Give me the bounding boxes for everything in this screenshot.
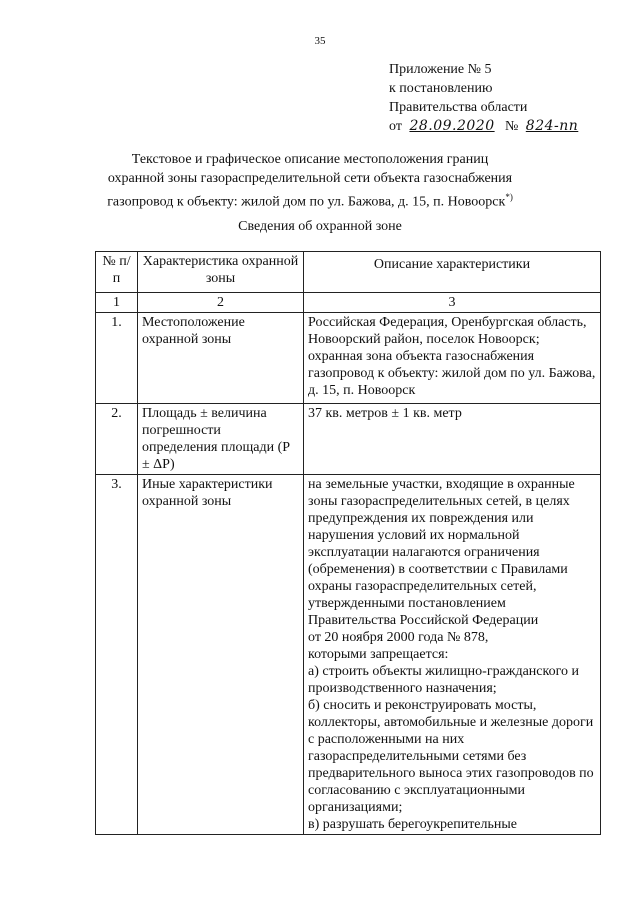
row-characteristic: Местоположение охранной зоны [138, 313, 304, 404]
title-line-2: охранной зоны газораспределительной сети объекта газоснабжения [107, 171, 513, 186]
row-description: 37 кв. метров ± 1 кв. метр [304, 404, 601, 475]
handwritten-number: 824-пп [525, 118, 579, 134]
appendix-line-2: к постановлению [389, 81, 493, 96]
header-description: Описание характеристики [304, 252, 601, 293]
row-number: 2. [96, 404, 138, 475]
row-description [304, 475, 601, 835]
decree-date: от 20 ноября 2000 года № 878, [308, 630, 489, 645]
appendix-line-3: Правительства области [389, 100, 528, 115]
document-title [80, 150, 540, 212]
row-characteristic: Иные характеристики охранной зоны [138, 475, 304, 835]
row-number: 1. [96, 313, 138, 404]
date-prefix: от [389, 119, 402, 134]
restriction-intro: на земельные участки, входящие в охранные зоны газораспределительных сетей, в целях предупреждения их повреждения или нарушения условий их нормальной эксплуатации налагаются ограничения (обременения) в соответствии с Правилами охраны газораспределительных сетей, утвержденными постановлением Правительства Российской Федерации [308, 477, 575, 628]
section-title: Сведения об охранной зоне [238, 219, 402, 234]
header-number: № п/п [96, 252, 138, 293]
appendix-date-line [389, 117, 590, 136]
table-row [96, 404, 601, 475]
appendix-line-1: Приложение № 5 [389, 62, 492, 77]
prohibition-item: в) разрушать берегоукрепительные [308, 817, 518, 832]
handwritten-date: 28.09.2020 [409, 118, 495, 134]
row-number: 3. [96, 475, 138, 835]
index-cell: 3 [304, 293, 601, 313]
row-characteristic: Площадь ± величина погрешности определения площади (P ± ΔP) [138, 404, 304, 475]
page-number: 35 [314, 35, 326, 47]
zone-info-table [95, 251, 601, 835]
footnote-mark: *) [505, 192, 513, 202]
title-line-3-text: газопровод к объекту: жилой дом по ул. Бажова, д. 15, п. Новоорск [107, 194, 506, 210]
header-characteristic: Характеристика охранной зоны [138, 252, 304, 293]
table-header-row [96, 252, 601, 293]
prohibition-item: б) сносить и реконструировать мосты, коллекторы, автомобильные и железные дороги с расположенными на них газораспределительными сетями без предварительного выноса этих газопроводов по согласованию с эксплуатационными организациями; [308, 698, 594, 815]
appendix-block [389, 60, 590, 136]
index-cell: 1 [96, 293, 138, 313]
number-sign: № [504, 119, 519, 134]
table-row [96, 313, 601, 404]
table-row [96, 475, 601, 835]
prohibition-item: а) строить объекты жилищно-гражданского и производственного назначения; [308, 664, 579, 696]
prohibitions-heading: которыми запрещается: [308, 647, 449, 662]
table-index-row [96, 293, 601, 313]
title-line-1: Текстовое и графическое описание местоположения границ [131, 152, 489, 167]
index-cell: 2 [138, 293, 304, 313]
row-description: Российская Федерация, Оренбургская область, Новоорский район, поселок Новоорск; охранная зона объекта газоснабжения газопровод к объекту: жилой дом по ул. Бажова, д. 15, п. Новоорск [304, 313, 601, 404]
title-line-3 [80, 188, 540, 212]
